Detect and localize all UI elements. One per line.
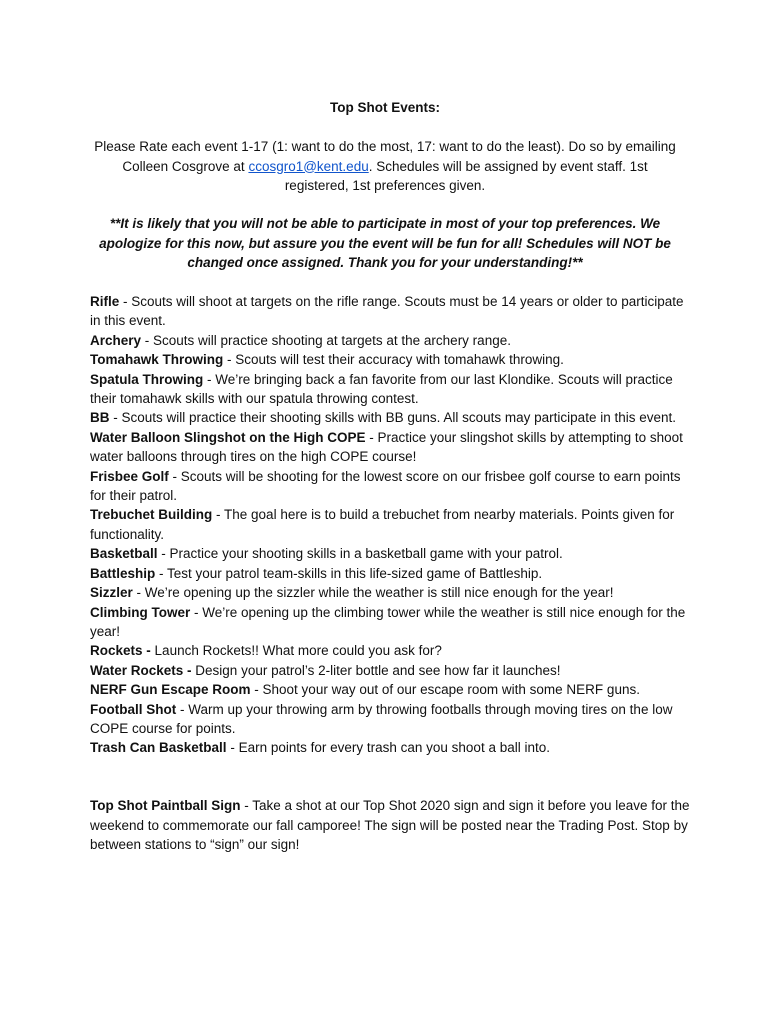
event-name: Battleship [90, 565, 156, 581]
event-name: Water Rockets - [90, 662, 192, 678]
event-separator: - [365, 429, 378, 445]
event-description: Scouts will be shooting for the lowest score on our frisbee golf course to earn points for their patrol. [90, 468, 681, 504]
event-separator: - [176, 701, 189, 717]
paintball-sign-paragraph [90, 796, 690, 855]
event-item [90, 603, 690, 642]
event-item [90, 544, 690, 563]
event-description: Test your patrol team-skills in this life-sized game of Battleship. [167, 565, 543, 581]
event-description: Warm up your throwing arm by throwing footballs through moving tires on the low COPE course for points. [90, 701, 673, 736]
event-name: Trebuchet Building [90, 507, 213, 523]
event-name: Spatula Throwing [90, 371, 204, 387]
event-name: Tomahawk Throwing [90, 352, 224, 368]
event-description: Practice your shooting skills in a basketball game with your patrol. [169, 546, 563, 562]
event-description: We’re opening up the climbing tower while the weather is still nice enough for the year! [90, 604, 686, 639]
event-name: BB [90, 410, 110, 426]
notice-paragraph: **It is likely that you will not be able to participate in most of your top preferences. We apologize for this now, but assure you the event will be fun for all! Schedules will NOT be changed once assigned. Thank you for your understanding!** [99, 216, 671, 270]
event-item [90, 564, 690, 583]
event-name: Football Shot [90, 701, 177, 717]
event-description: Scouts will practice their shooting skills with BB guns. All scouts may participate in this event. [121, 410, 676, 426]
event-item [90, 467, 690, 506]
event-separator: - [155, 565, 168, 581]
event-separator: - [132, 585, 145, 601]
event-name: Basketball [90, 546, 158, 562]
event-item [90, 428, 690, 467]
paintball-sign-name: Top Shot Paintball Sign [90, 798, 241, 813]
event-description: Launch Rockets!! What more could you ask for? [154, 643, 442, 659]
paintball-sign-separator: - [240, 798, 253, 813]
paintball-sign-description: Take a shot at our Top Shot 2020 sign and sign it before you leave for the weekend to commemorate our fall camporee! The sign will be posted near the Trading Post. Stop by between stations to “sign” our sign! [90, 798, 690, 852]
event-separator: - [250, 682, 263, 698]
email-link[interactable]: ccosgro1@kent.edu [248, 158, 369, 174]
event-description: Practice your slingshot skills by attempting to shoot water balloons through tires on the high COPE course! [90, 429, 683, 465]
event-item [90, 700, 690, 739]
event-item [90, 370, 690, 409]
event-separator: - [141, 332, 154, 348]
intro-text-after-email: . Schedules will be assigned by event staff. 1st registered, 1st preferences given. [284, 158, 648, 193]
event-name: Water Balloon Slingshot on the High COPE [90, 429, 366, 445]
event-separator: - [190, 604, 203, 620]
event-separator: - [226, 740, 239, 756]
event-item [90, 350, 690, 369]
event-list [90, 292, 690, 758]
event-item [90, 408, 690, 427]
event-name: Trash Can Basketball [90, 740, 227, 756]
event-item [90, 583, 690, 602]
event-separator: - [223, 352, 236, 368]
event-name: Rockets - [90, 643, 151, 659]
event-description: Earn points for every trash can you shoot a ball into. [238, 740, 550, 756]
event-description: Scouts will practice shooting at targets at the archery range. [153, 332, 511, 348]
event-separator: - [168, 468, 181, 484]
event-separator: - [119, 294, 132, 309]
event-description: Scouts will shoot at targets on the rifle range. Scouts must be 14 years or older to participate in this event. [90, 294, 684, 329]
event-name: NERF Gun Escape Room [90, 682, 251, 698]
event-description: The goal here is to build a trebuchet from nearby materials. Points given for functionality. [90, 507, 675, 542]
event-name: Rifle [90, 294, 120, 309]
event-item [90, 661, 690, 680]
intro-text-before-email: Please Rate each event 1-17 (1: want to do the most, 17: want to do the least). Do so by emailing Colleen Cosgrove at [94, 139, 676, 174]
event-description: Design your patrol’s 2-liter bottle and see how far it launches! [195, 662, 561, 678]
event-name: Climbing Tower [90, 604, 191, 620]
event-separator: - [109, 410, 122, 426]
event-item [90, 641, 690, 660]
page-title: Top Shot Events: [330, 100, 440, 115]
event-name: Sizzler [90, 585, 133, 601]
event-name: Frisbee Golf [90, 468, 169, 484]
intro-paragraph [90, 137, 680, 196]
event-item [90, 292, 690, 331]
event-description: We’re bringing back a fan favorite from our last Klondike. Scouts will practice their tomahawk skills with our spatula throwing contest. [90, 371, 673, 407]
event-name: Archery [90, 332, 142, 348]
event-item [90, 505, 690, 544]
event-item [90, 331, 690, 350]
event-description: Scouts will test their accuracy with tomahawk throwing. [235, 352, 564, 368]
event-item [90, 738, 690, 757]
event-description: We’re opening up the sizzler while the weather is still nice enough for the year! [144, 585, 614, 601]
event-separator: - [212, 507, 225, 523]
event-separator: - [157, 546, 170, 562]
event-separator: - [203, 371, 216, 387]
event-description: Shoot your way out of our escape room with some NERF guns. [262, 682, 640, 698]
event-item [90, 680, 690, 699]
